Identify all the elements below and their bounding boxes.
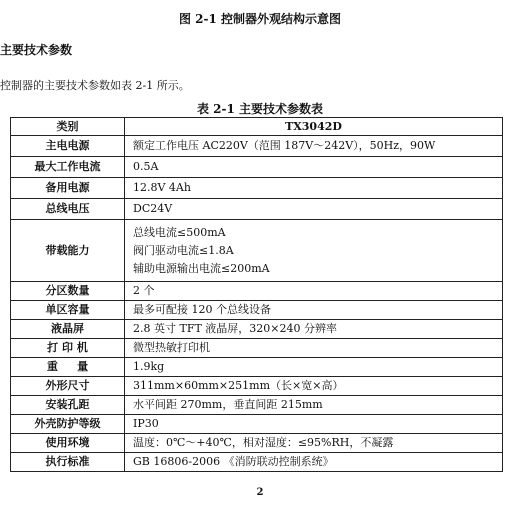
table-row [11, 136, 503, 157]
header-label: 类别 [11, 118, 125, 136]
table-row [11, 396, 503, 415]
row-label: 外壳防护等级 [11, 415, 125, 434]
intro-text: 控制器的主要技术参数如表 2-1 所示。 [0, 79, 190, 92]
row-label: 使用环境 [11, 434, 125, 453]
load-line-valve-current: 阀门驱动电流≤1.8A [133, 243, 234, 257]
row-value: 额定工作电压 AC220V（范围 187V～242V），50Hz，90W [125, 136, 503, 157]
row-value: 2.8 英寸 TFT 液晶屏，320×240 分辨率 [125, 320, 503, 339]
table-row [11, 220, 503, 282]
row-value: DC24V [125, 199, 503, 220]
row-value: 最多可配接 120 个总线设备 [125, 301, 503, 320]
table-row [11, 157, 503, 178]
row-label: 单区容量 [11, 301, 125, 320]
load-line-aux-current: 辅助电源输出电流≤200mA [133, 261, 270, 275]
table-row [11, 434, 503, 453]
page-number: 2 [256, 487, 264, 498]
figure-caption: 图 2-1 控制器外观结构示意图 [178, 12, 342, 26]
row-value: 2 个 [125, 282, 503, 301]
row-value: 311mm×60mm×251mm（长×宽×高） [125, 377, 503, 396]
row-value: 0.5A [125, 157, 503, 178]
table-caption: 表 2-1 主要技术参数表 [196, 102, 324, 116]
row-value-multiline [125, 220, 503, 282]
row-label: 重 量 [11, 358, 125, 377]
table-row [11, 453, 503, 472]
row-label: 执行标准 [11, 453, 125, 472]
table-row [11, 301, 503, 320]
row-value: 微型热敏打印机 [125, 339, 503, 358]
row-value: 12.8V 4Ah [125, 178, 503, 199]
row-label: 总线电压 [11, 199, 125, 220]
table-row [11, 320, 503, 339]
spec-table [10, 117, 503, 472]
row-label: 安装孔距 [11, 396, 125, 415]
table-row [11, 415, 503, 434]
header-value: TX3042D [125, 118, 503, 136]
table-row [11, 199, 503, 220]
row-label: 备用电源 [11, 178, 125, 199]
row-value: 温度：0℃～+40℃，相对湿度：≤95%RH，不凝露 [125, 434, 503, 453]
table-row [11, 178, 503, 199]
section-heading: 主要技术参数 [0, 43, 73, 57]
load-line-bus-current: 总线电流≤500mA [133, 225, 226, 239]
table-row [11, 358, 503, 377]
row-label: 液晶屏 [11, 320, 125, 339]
row-value: 水平间距 270mm，垂直间距 215mm [125, 396, 503, 415]
row-label: 主电电源 [11, 136, 125, 157]
table-row [11, 339, 503, 358]
row-value: IP30 [125, 415, 503, 434]
table-header-row [11, 118, 503, 136]
row-value: GB 16806-2006 《消防联动控制系统》 [125, 453, 503, 472]
table-row [11, 282, 503, 301]
table-row [11, 377, 503, 396]
row-label: 打 印 机 [11, 339, 125, 358]
row-label: 外形尺寸 [11, 377, 125, 396]
row-label: 最大工作电流 [11, 157, 125, 178]
row-label: 分区数量 [11, 282, 125, 301]
row-label: 带载能力 [11, 220, 125, 282]
row-value: 1.9kg [125, 358, 503, 377]
